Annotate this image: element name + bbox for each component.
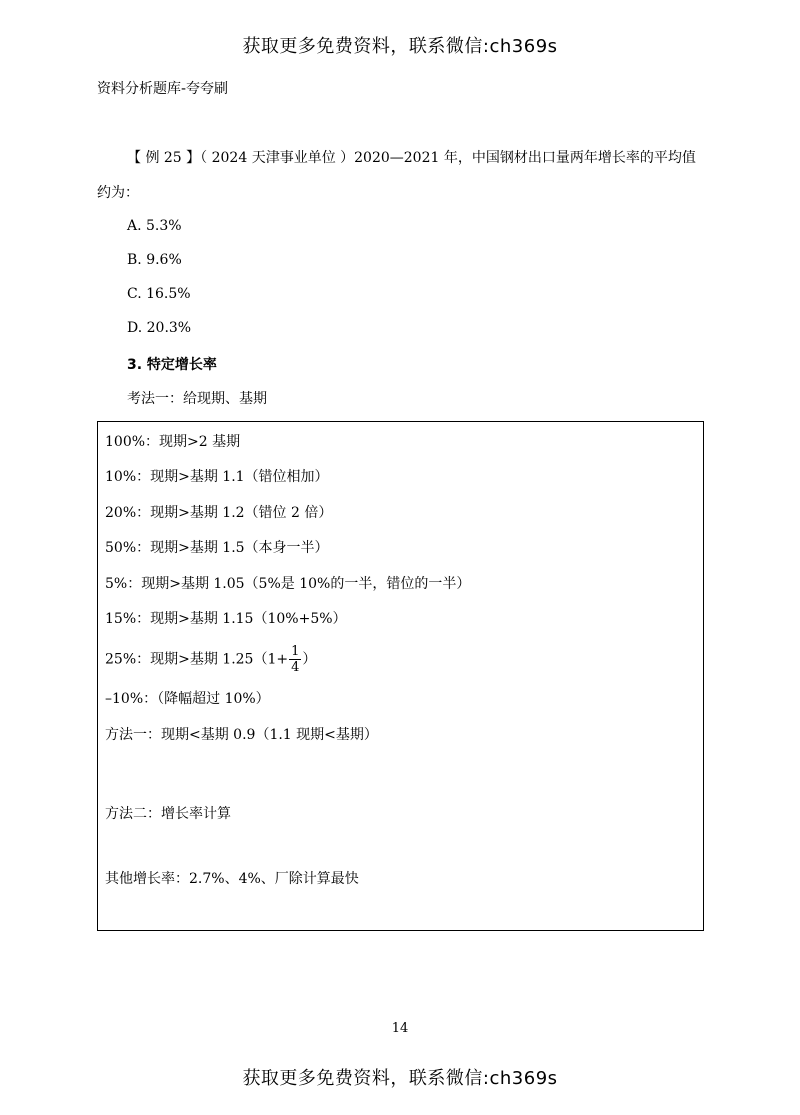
fraction-numerator: 1	[291, 644, 300, 659]
promo-banner-top: 获取更多免费资料，联系微信:ch369s	[242, 36, 558, 57]
rule-row: 15%：现期>基期 1.15（10%+5%）	[105, 611, 347, 627]
option-b: B. 9.6%	[127, 252, 182, 268]
page-number: 14	[391, 1021, 409, 1036]
promo-banner-bottom: 获取更多免费资料，联系微信:ch369s	[242, 1068, 558, 1089]
section-title: 3. 特定增长率	[127, 357, 217, 373]
rule-row: –10%：（降幅超过 10%）	[105, 691, 270, 707]
option-d: D. 20.3%	[127, 320, 192, 336]
rule-row: 5%：现期>基期 1.05（5%是 10%的一半，错位的一半）	[105, 576, 471, 592]
rule-row-prefix: 25%：现期>基期 1.25（1+	[105, 651, 289, 668]
question-text-line2: 约为：	[97, 185, 139, 201]
rule-row-fraction	[105, 644, 316, 675]
rule-row-suffix: ）	[302, 651, 317, 668]
rule-row: 其他增长率：2.7%、4%、厂除计算最快	[105, 871, 359, 887]
rule-row: 方法二：增长率计算	[105, 806, 231, 822]
option-a: A. 5.3%	[127, 218, 182, 234]
document-header: 资料分析题库-夸夸刷	[97, 81, 229, 97]
rule-row: 方法一：现期<基期 0.9（1.1 现期<基期）	[105, 727, 378, 743]
method-line: 考法一：给现期、基期	[127, 391, 267, 407]
rule-row: 20%：现期>基期 1.2（错位 2 倍）	[105, 505, 333, 521]
rule-row: 10%：现期>基期 1.1（错位相加）	[105, 469, 329, 485]
question-text-line1: 【 例 25 】（ 2024 天津事业单位 ）2020—2021 年，中国钢材出口量两年增长率的平均值	[127, 150, 696, 166]
rules-box	[97, 421, 704, 931]
fraction-denominator: 4	[291, 660, 300, 675]
option-c: C. 16.5%	[127, 286, 191, 302]
rule-row: 50%：现期>基期 1.5（本身一半）	[105, 540, 329, 556]
rule-row: 100%：现期>2 基期	[105, 434, 241, 450]
fraction	[289, 644, 301, 675]
